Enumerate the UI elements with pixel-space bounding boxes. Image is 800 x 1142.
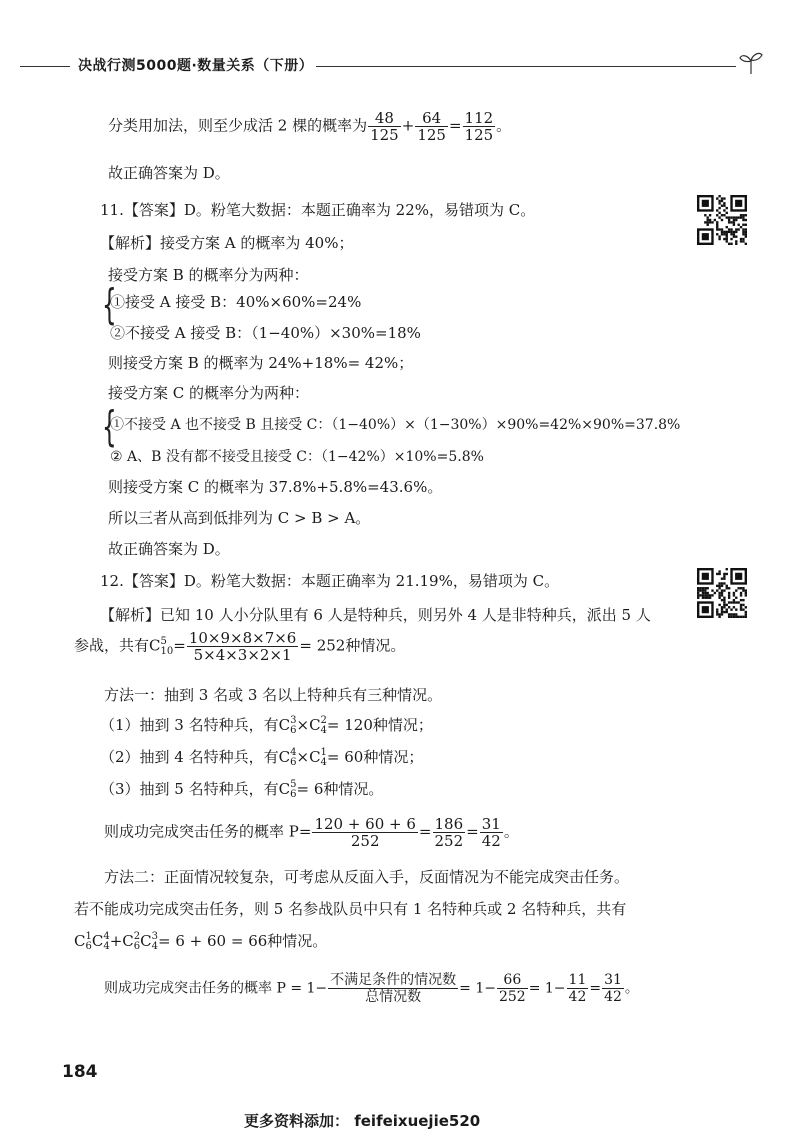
q11-c-intro: 接受方案 C 的概率分为两种：: [108, 384, 310, 402]
brace: {: [102, 280, 117, 329]
operator: =: [448, 116, 462, 135]
q11-order: 所以三者从高到低排列为 C > B > A。: [108, 509, 371, 527]
subscript: 6: [85, 941, 92, 952]
comb-symbol: C: [278, 748, 291, 766]
method1-case2: [100, 746, 423, 768]
denominator: 125: [417, 126, 446, 144]
comb-symbol: C: [74, 932, 86, 950]
denominator: 42: [481, 832, 501, 850]
subscript: 6: [290, 789, 297, 800]
superscript: 5: [160, 635, 167, 647]
numerator: 66: [497, 972, 528, 989]
subscript: 4: [103, 941, 110, 952]
qr-code-q11[interactable]: [697, 195, 747, 245]
footer-note: 更多资料添加： feifeixuejie520: [244, 1112, 481, 1130]
denominator: 42: [604, 989, 622, 1005]
page-number: 184: [62, 1062, 98, 1082]
operator: +: [401, 116, 415, 135]
comb-symbol: C: [278, 780, 291, 798]
text: = 6种情况。: [296, 780, 384, 798]
subscript: 6: [133, 941, 141, 952]
superscript: 2: [133, 931, 141, 942]
q11-b-case1: ①接受 A 接受 B：40%×60%=24%: [110, 293, 362, 311]
subscript: 4: [320, 757, 327, 768]
operator: =: [173, 636, 186, 655]
subscript: 6: [290, 757, 297, 768]
fraction: [463, 110, 496, 143]
fraction: [415, 110, 448, 143]
q12-answer: 12.【答案】D。粉笔大数据：本题正确率为 21.19%，易错项为 C。: [100, 572, 560, 590]
method1-result: [104, 816, 519, 849]
operator: = 1−: [528, 980, 566, 997]
superscript: 2: [320, 715, 327, 726]
denominator: 42: [568, 989, 587, 1005]
comb-symbol: C: [309, 748, 321, 766]
operator: = 1−: [459, 980, 496, 997]
fraction: [480, 816, 503, 849]
q11-answer: 11.【答案】D。粉笔大数据：本题正确率为 22%，易错项为 C。: [100, 201, 536, 219]
superscript: 1: [85, 931, 92, 942]
fraction: [602, 972, 624, 1005]
q12-analysis: 【解析】已知 10 人小分队里有 6 人是特种兵，则另外 4 人是非特种兵，派出 5 人: [100, 606, 651, 624]
brace: {: [102, 402, 117, 451]
numerator: 112: [464, 109, 494, 127]
denominator: 252: [434, 832, 464, 850]
numerator: 31: [481, 815, 501, 833]
q11-c-case2: ② A、B 没有都不接受且接受 C：（1−42%）×10%=5.8%: [110, 449, 484, 465]
comb-symbol: C: [309, 716, 321, 734]
denominator: 5×4×3×2×1: [193, 646, 292, 664]
comb-symbol: C: [91, 932, 104, 950]
qr-code-q12[interactable]: [697, 568, 747, 618]
text: 。: [503, 822, 519, 841]
text: = 6 + 60 = 66种情况。: [158, 932, 328, 950]
line-prob-sum: [108, 110, 511, 143]
superscript: 5: [290, 779, 297, 790]
method2-count: [74, 930, 327, 952]
fraction: [433, 816, 466, 849]
numerator: 120 + 60 + 6: [314, 815, 416, 833]
header-rule-left: [20, 66, 70, 67]
fraction: [497, 972, 528, 1005]
denominator: 252: [498, 989, 526, 1005]
q11-c-case1: ①不接受 A 也不接受 B 且接受 C：（1−40%）×（1−30%）×90%=42%×90%=37.8%: [110, 417, 681, 433]
subscript: 4: [320, 725, 327, 736]
superscript: 1: [320, 747, 327, 758]
header-rule-right: [316, 66, 736, 67]
fraction: [368, 110, 401, 143]
numerator: 48: [368, 110, 401, 127]
header-title: 决战行测5000题·数量关系（下册）: [78, 58, 314, 74]
operator: ×: [296, 716, 310, 734]
operator: ×: [296, 748, 310, 766]
superscript: 3: [151, 931, 159, 942]
sprout-icon: [738, 50, 764, 76]
q11-b-case2: ②不接受 A 接受 B：（1−40%）×30%=18%: [110, 324, 421, 342]
comb-symbol: C: [149, 636, 161, 655]
text: = 120种情况；: [326, 716, 433, 734]
numerator: 10×9×8×7×6: [188, 629, 297, 647]
denominator: 252: [350, 832, 380, 850]
denominator: 125: [370, 126, 399, 144]
fraction: [312, 816, 417, 849]
subscript: 6: [290, 725, 297, 736]
subscript: 10: [160, 645, 174, 657]
q11-c-result: 则接受方案 C 的概率为 37.8%+5.8%=43.6%。: [108, 478, 443, 496]
superscript: 4: [290, 747, 297, 758]
operator: +: [109, 932, 123, 950]
text: 。: [496, 116, 512, 135]
numerator: 64: [415, 110, 448, 127]
q11-b-result: 则接受方案 B 的概率为 24%+18%= 42%；: [108, 354, 414, 372]
numerator: 186: [434, 815, 464, 833]
operator: =: [589, 980, 602, 997]
text: 。: [624, 980, 639, 997]
method1-case1: [100, 714, 433, 736]
subscript: 4: [151, 941, 159, 952]
fraction: [567, 972, 589, 1005]
text: = 252种情况。: [299, 636, 406, 655]
method1-intro: 方法一：抽到 3 名或 3 名以上特种兵有三种情况。: [104, 686, 443, 704]
numerator: 31: [604, 972, 622, 988]
superscript: 3: [290, 715, 297, 726]
answer-line: 故正确答案为 D。: [108, 164, 230, 182]
q11-b-intro: 接受方案 B 的概率分为两种：: [108, 266, 309, 284]
fraction: [328, 972, 458, 1005]
q11-final: 故正确答案为 D。: [108, 540, 230, 558]
comb-symbol: C: [140, 932, 152, 950]
q12-total-line: [74, 630, 405, 663]
denominator: 125: [464, 126, 494, 144]
method2-result: [104, 972, 639, 1005]
method2-body: 若不能成功完成突击任务，则 5 名参战队员中只有 1 名特种兵或 2 名特种兵，共有: [74, 900, 627, 918]
numerator: 11: [568, 972, 587, 988]
method2-intro: 方法二：正面情况较复杂，可考虑从反面入手，反面情况为不能完成突击任务。: [104, 868, 630, 886]
text: 则成功完成突击任务的概率 P = 1−: [104, 980, 328, 997]
running-header: [20, 52, 760, 82]
fraction: [187, 630, 299, 663]
numerator: 不满足条件的情况数: [330, 972, 457, 988]
q11-analysis: 【解析】接受方案 A 的概率为 40%；: [100, 234, 354, 252]
comb-symbol: C: [278, 716, 291, 734]
text: 则成功完成突击任务的概率 P=: [104, 822, 312, 841]
text: 分类用加法，则至少成活 2 棵的概率为: [108, 116, 368, 135]
method1-case3: [100, 778, 383, 800]
text: 参战，共有: [74, 636, 150, 655]
operator: =: [466, 822, 479, 841]
superscript: 4: [103, 931, 110, 942]
denominator: 总情况数: [365, 989, 422, 1005]
text: （1）抽到 3 名特种兵，有: [100, 716, 279, 734]
operator: =: [418, 822, 432, 841]
text: （2）抽到 4 名特种兵，有: [100, 748, 279, 766]
text: （3）抽到 5 名特种兵，有: [100, 780, 279, 798]
comb-symbol: C: [122, 932, 134, 950]
text: = 60种情况；: [326, 748, 424, 766]
